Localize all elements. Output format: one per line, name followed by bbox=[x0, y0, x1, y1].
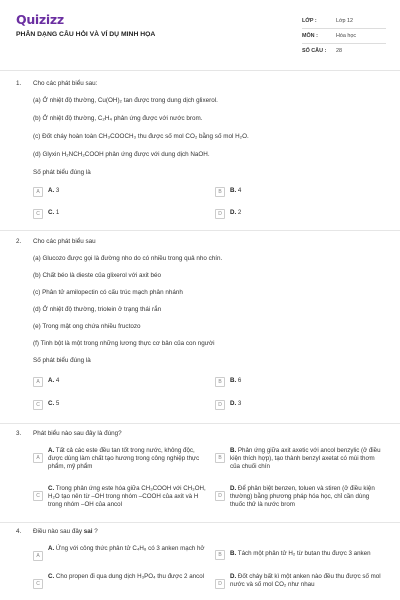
meta-row-count bbox=[302, 44, 386, 59]
meta-row-class bbox=[302, 14, 386, 29]
option-b[interactable] bbox=[215, 447, 385, 471]
option-letter: B bbox=[215, 187, 225, 197]
option-letter: C bbox=[33, 579, 43, 589]
question-divider bbox=[0, 230, 400, 231]
meta-label: SỐ CÂU : bbox=[302, 48, 327, 55]
statement: (c) Phân tử amilopectin có cấu trúc mạch phân nhánh bbox=[33, 289, 183, 296]
option-text: 3 bbox=[237, 400, 242, 407]
statement: (b) Chất béo là dieste của glixerol với axit béo bbox=[33, 272, 162, 279]
option-a[interactable] bbox=[33, 187, 59, 197]
option-d[interactable] bbox=[215, 400, 241, 410]
option-text: 5 bbox=[55, 400, 60, 407]
option-letter: A bbox=[33, 551, 43, 561]
option-letter: C bbox=[33, 491, 43, 501]
question-2 bbox=[16, 238, 388, 423]
option-text: 1 bbox=[55, 209, 60, 216]
option-letter: C bbox=[33, 209, 43, 219]
option-d[interactable] bbox=[215, 485, 385, 509]
option-letter: B bbox=[215, 453, 225, 463]
meta-row-subject bbox=[302, 29, 386, 44]
option-label: B. bbox=[230, 377, 237, 384]
question-number: 1. bbox=[16, 80, 22, 87]
option-text: Tách một phân tử H₂ từ butan thu được 3 anken bbox=[237, 550, 371, 557]
option-text: Cho propen đi qua dung dịch H₃PO₄ thu được 2 ancol bbox=[55, 573, 205, 580]
question-4 bbox=[16, 528, 388, 600]
question-prompt: Cho các phát biểu sau: bbox=[33, 80, 98, 87]
question-number: 4. bbox=[16, 528, 22, 535]
statement: (e) Trong mật ong chứa nhiều fructozo bbox=[33, 323, 141, 330]
option-label: B. bbox=[230, 187, 237, 194]
option-label: A. bbox=[48, 187, 55, 194]
option-text: Đốt cháy bất kì một anken nào đều thu được số mol nước và số mol CO₂ như nhau bbox=[230, 573, 381, 589]
question-ask: Số phát biểu đúng là bbox=[33, 357, 91, 364]
option-letter: B bbox=[215, 377, 225, 387]
prompt-emphasis: sai bbox=[83, 528, 93, 535]
option-text: Tất cả các este đều tan tốt trong nước, không độc, được dùng làm chất tạo hương trong công nghiệp thực phẩm, mỹ phẩm bbox=[48, 447, 200, 471]
option-a[interactable] bbox=[33, 447, 211, 471]
option-letter: D bbox=[215, 400, 225, 410]
option-d[interactable] bbox=[215, 573, 385, 589]
question-1 bbox=[16, 80, 388, 230]
option-c[interactable] bbox=[33, 573, 211, 589]
option-d[interactable] bbox=[215, 209, 241, 219]
option-label: C. bbox=[48, 209, 55, 216]
option-text: 6 bbox=[237, 377, 242, 384]
option-text: 4 bbox=[55, 377, 60, 384]
worksheet-header bbox=[0, 0, 400, 68]
option-letter: A bbox=[33, 187, 43, 197]
header-divider bbox=[0, 70, 400, 71]
option-label: D. bbox=[230, 209, 237, 216]
meta-value: 28 bbox=[336, 48, 342, 55]
question-3 bbox=[16, 430, 388, 520]
option-c[interactable] bbox=[33, 485, 211, 509]
option-label: C. bbox=[48, 400, 55, 407]
option-label: C. bbox=[48, 485, 55, 492]
option-c[interactable] bbox=[33, 209, 59, 219]
option-c[interactable] bbox=[33, 400, 59, 410]
meta-value: Lớp 12 bbox=[336, 17, 354, 24]
question-prompt: Cho các phát biểu sau bbox=[33, 238, 96, 245]
option-letter: A bbox=[33, 453, 43, 463]
statement: (c) Đốt cháy hoàn toàn CH₃COOCH₃ thu được số mol CO₂ bằng số mol H₂O. bbox=[33, 133, 249, 140]
option-b[interactable] bbox=[215, 187, 241, 197]
option-label: A. bbox=[48, 545, 55, 552]
option-text: Trong phản ứng este hóa giữa CH₃COOH với CH₃OH, H₂O tạo nên từ –OH trong nhóm –COOH của axit và H trong nhóm –OH của ancol bbox=[48, 485, 206, 509]
option-label: D. bbox=[230, 485, 237, 492]
meta-value: Hóa học bbox=[336, 32, 357, 39]
option-label: A. bbox=[48, 447, 55, 454]
statement: (f) Tinh bột là một trong những lương thực cơ bản của con người bbox=[33, 340, 215, 347]
question-divider bbox=[0, 522, 400, 523]
option-label: D. bbox=[230, 400, 237, 407]
option-letter: D bbox=[215, 209, 225, 219]
option-text: Ứng với công thức phân tử C₄H₈ có 3 anken mạch hở bbox=[55, 545, 205, 552]
option-label: B. bbox=[230, 447, 237, 454]
option-b[interactable] bbox=[215, 550, 385, 560]
option-a[interactable] bbox=[33, 545, 211, 561]
statement: (d) Ở nhiệt độ thường, triolein ở trạng thái rắn bbox=[33, 306, 162, 313]
option-text: 2 bbox=[237, 209, 242, 216]
option-text: Phản ứng giữa axit axetic với ancol benzylic (ở điều kiện thích hợp), tạo thành benzyl axetat có mùi thơm của chuối chín bbox=[230, 447, 381, 471]
page-title: PHÂN DẠNG CÂU HỎI VÀ VÍ DỤ MINH HỌA bbox=[16, 31, 156, 38]
question-number: 3. bbox=[16, 430, 22, 437]
option-b[interactable] bbox=[215, 377, 241, 387]
option-label: C. bbox=[48, 573, 55, 580]
option-letter: C bbox=[33, 400, 43, 410]
option-text: Để phân biệt benzen, toluen và stiren (ở điều kiện thường) bằng phương pháp hóa học, chỉ cần dùng thuốc thử là nước brom bbox=[230, 485, 375, 509]
meta-label: MÔN : bbox=[302, 32, 318, 39]
statement: (b) Ở nhiệt độ thường, C₂H₄ phản ứng được với nước brom. bbox=[33, 115, 203, 122]
option-letter: A bbox=[33, 377, 43, 387]
statement: (a) Glucozo được gọi là đường nho do có nhiều trong quả nho chín. bbox=[33, 255, 223, 262]
statement: (a) Ở nhiệt độ thường, Cu(OH)₂ tan được trong dung dịch glixerol. bbox=[33, 97, 218, 104]
quizizz-logo: Quizizz bbox=[16, 12, 64, 27]
option-label: D. bbox=[230, 573, 237, 580]
meta-label: LỚP : bbox=[302, 17, 317, 24]
question-ask: Số phát biểu đúng là bbox=[33, 169, 91, 176]
option-label: B. bbox=[230, 550, 237, 557]
question-prompt: Điều nào sau đây sai ? bbox=[33, 528, 98, 535]
option-letter: D bbox=[215, 579, 225, 589]
question-divider bbox=[0, 423, 400, 424]
option-label: A. bbox=[48, 377, 55, 384]
option-text: 4 bbox=[237, 187, 242, 194]
option-letter: D bbox=[215, 491, 225, 501]
worksheet-meta bbox=[302, 14, 386, 59]
option-text: 3 bbox=[55, 187, 60, 194]
statement: (d) Glyxin H₂NCH₂COOH phản ứng được với dung dịch NaOH. bbox=[33, 151, 210, 158]
question-number: 2. bbox=[16, 238, 22, 245]
question-prompt: Phát biểu nào sau đây là đúng? bbox=[33, 430, 122, 437]
option-a[interactable] bbox=[33, 377, 59, 387]
option-letter: B bbox=[215, 550, 225, 560]
